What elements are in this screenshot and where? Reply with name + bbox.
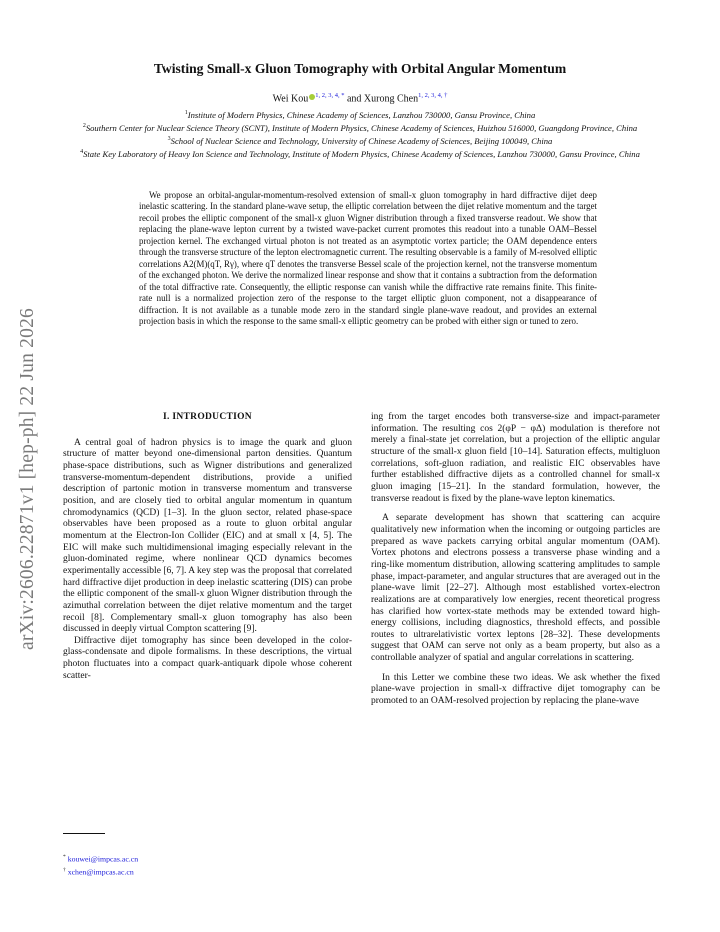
affiliation-text: State Key Laboratory of Heavy Ion Science and Technology, Institute of Modern Physics, Chinese Academy of Sciences, Lanzhou 730000, Gansu Province, China: [83, 149, 640, 160]
email-link[interactable]: kouwei@impcas.ac.cn: [67, 854, 139, 864]
footnote: [63, 852, 138, 865]
affiliation: [60, 108, 660, 121]
affiliation-number: 3: [167, 136, 171, 143]
affiliation-number: 1: [184, 110, 188, 116]
affiliation-number: 4: [80, 149, 84, 156]
footnote-mark: †: [63, 867, 66, 874]
affiliation: [60, 147, 660, 160]
body-paragraph: Diffractive dijet tomography has since been developed in the color-glass-condensate and dipole formalisms. In these descriptions, the virtual photon fluctuates into a compact quark-antiquark dipole whose coherent scatter-: [63, 635, 352, 681]
section-heading: I. INTRODUCTION: [163, 412, 252, 422]
right-column: [371, 412, 660, 708]
author-affiliation-marks[interactable]: 1, 2, 3, 4, †: [418, 92, 448, 99]
email-link[interactable]: xchen@impcas.ac.cn: [67, 867, 134, 877]
affiliation-list: [60, 108, 660, 160]
body-paragraph: A central goal of hadron physics is to image the quark and gluon structure of matter beyond one-dimensional parton densities. Quantum phase-space distributions, such as Wigner distributions and generalized transverse-momentum-dependent distributions, provide a unified description of partonic motion in transverse momentum and transverse position, and are closely tied to orbital angular momentum in quantum chromodynamics (QCD) [1–3]. In the gluon sector, related phase-space observables have been proposed as a route to gluon orbital angular momentum at the Electron-Ion Collider (EIC) and at small x [4, 5]. The EIC will make such multidimensional imaging especially relevant in the gluon-dominated regime, where nonlinear QCD dynamics becomes experimentally accessible [6, 7]. A key step was the proposal that correlated hard diffractive dijet production in deep inelastic scattering (DIS) can probe the elliptic component of the small-x gluon Wigner distribution through the azimuthal correlation between the dijet relative momentum and the target recoil [8]. Complementary small-x gluon tomography has also been discussed in deeply virtual Compton scattering [9].: [63, 437, 352, 635]
author-connector: and: [346, 93, 362, 105]
paper-title: Twisting Small-x Gluon Tomography with Orbital Angular Momentum: [153, 61, 567, 76]
body-paragraph: In this Letter we combine these two ideas. We ask whether the fixed plane-wave projection in small-x diffractive dijet tomography can be promoted to an OAM-resolved projection by replacing the plane-wave: [371, 672, 660, 707]
footnotes: [63, 852, 138, 878]
affiliation-text: School of Nuclear Science and Technology, University of Chinese Academy of Sciences, Beijing 100049, China: [170, 135, 553, 146]
affiliation-text: Southern Center for Nuclear Science Theory (SCNT), Institute of Modern Physics, Chinese Academy of Sciences, Huizhou 516000, Guangdong Province, China: [85, 122, 638, 133]
affiliation: [60, 121, 660, 134]
arxiv-identifier-stamp: arXiv:2606.22871v1 [hep-ph] 22 Jun 2026: [17, 308, 38, 650]
footnote-mark: *: [63, 854, 66, 860]
author-affiliation-marks[interactable]: 1, 2, 3, 4, *: [315, 92, 345, 99]
affiliation: [60, 134, 660, 147]
author-name: Xurong Chen: [363, 93, 419, 105]
footnote-rule: [63, 833, 105, 834]
left-column: [63, 412, 352, 682]
affiliation-number: 2: [82, 123, 86, 130]
affiliation-text: Institute of Modern Physics, Chinese Academy of Sciences, Lanzhou 730000, Gansu Province, China: [187, 109, 536, 120]
abstract: We propose an orbital-angular-momentum-resolved extension of small-x gluon tomography in hard diffractive dijet deep inelastic scattering. In the standard plane-wave setup, the elliptic correlation between the dijet relative momentum and the target recoil probes the elliptic component of the small-x gluon Wigner distribution through a fixed transverse readout. We show that replacing the plane-wave lepton current by a twisted wave-packet current promotes this readout into a tunable OAM–Bessel projection kernel. The exchanged virtual photon is not treated as an asymptotic vortex particle; the OAM dependence enters through the transverse structure of the lepton electromagnetic current. The resulting observable is a family of M-resolved elliptic correlations A2(M)(qT, Rγ), where qT denotes the transverse Bessel scale of the projection kernel, not the transverse momentum of the exchanged photon. We derive the normalized linear response and show that it contains a subtraction from the deformation of the total diffractive rate. Consequently, the elliptic response can vanish while the diffractive rate remains finite. This finite-rate null is a normalized projection zero of the response to the target elliptic gluon component, not a disappearance of diffraction. It is not available as a tunable mode zero in the standard single plane-wave readout, and provides an external projection basis in which the response to the same small-x elliptic geometry can be probed with either sign or tuned to zero.: [139, 190, 597, 326]
author-list: [70, 92, 650, 104]
body-paragraph: ing from the target encodes both transverse-size and impact-parameter information. The resulting cos 2(φP − φΔ) modulation is therefore not merely a final-state jet correlation, but a projection of the elliptic angular structure of the small-x gluon field [10–14]. Saturation effects, multigluon correlations, soft-gluon radiation, and realistic EIC observables have further established diffractive dijets as a controlled channel for small-x gluon imaging [15–21]. In the standard formulation, however, the transverse readout is fixed by the plane-wave lepton kinematics.: [371, 412, 660, 504]
author-name: Wei Kou: [272, 93, 309, 105]
body-paragraph: A separate development has shown that scattering can acquire qualitatively new information when the incoming or outgoing particles are prepared as wave packets carrying orbital angular momentum (OAM). Vortex photons and electrons possess a transverse phase winding and a ring-like momentum distribution, allowing scattering amplitudes to sample phase, impact-parameter, and angular structures that are averaged out in the plane-wave limit [22–27]. Although most established vortex-electron realizations are at comparatively low energies, recent theoretical progress has clarified how vortex-state methods may be extended toward high-energy collisions, including diagnostics, threshold effects, and possible routes to ultrarelativistic vortex leptons [28–32]. These developments suggest that OAM can serve not only as a beam property, but also as a controllable analyzer of spatial and angular correlations in scattering.: [371, 513, 660, 664]
footnote: [63, 865, 138, 878]
